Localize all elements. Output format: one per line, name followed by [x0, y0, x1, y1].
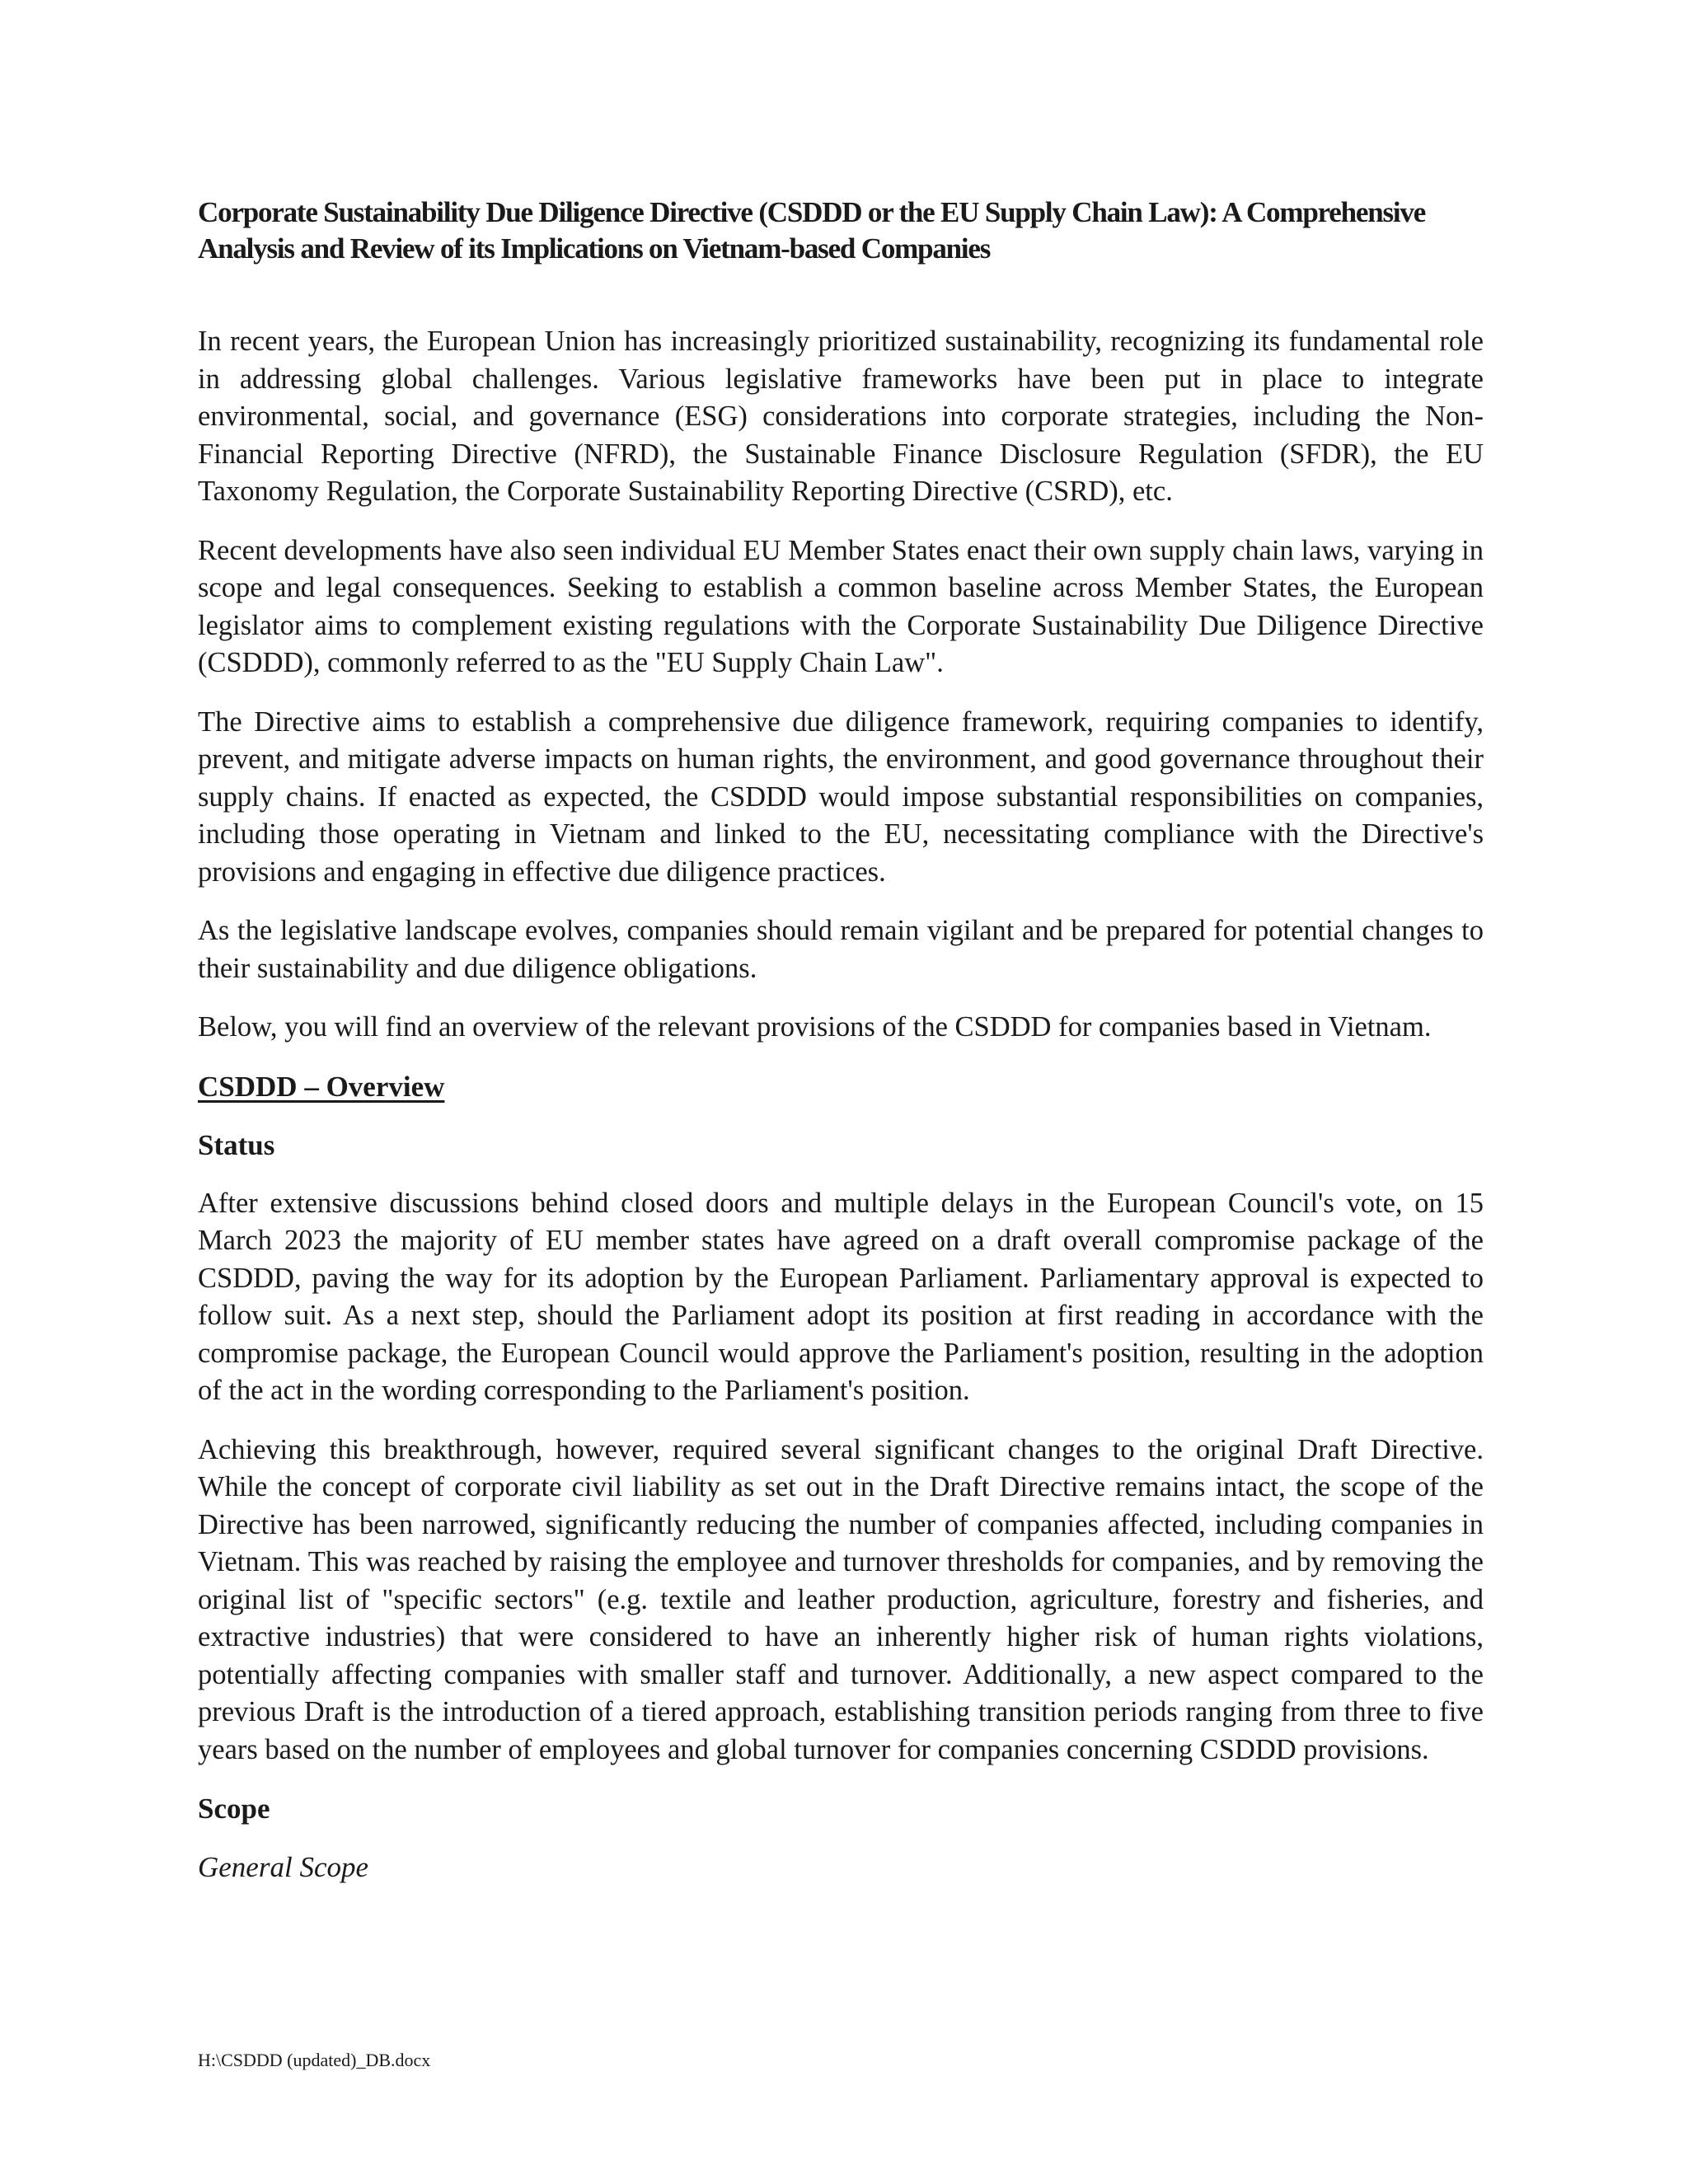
intro-paragraph-1: In recent years, the European Union has increasingly prioritized sustainability, recognizing its fundamental role in addressing global challenges. Various legislative frameworks have been put in place to integrate environmental, social, and governance (ESG) considerations into corporate strategies, including the Non-Financial Reporting Directive (NFRD), the Sustainable Finance Disclosure Regulation (SFDR), the EU Taxonomy Regulation, the Corporate Sustainability Reporting Directive (CSRD), etc.	[198, 326, 1484, 507]
document-body	[198, 194, 1484, 1886]
status-paragraph-1: After extensive discussions behind closed doors and multiple delays in the European Council's vote, on 15 March 2023 the majority of EU member states have agreed on a draft overall compromise package of the CSDDD, paving the way for its adoption by the European Parliament. Parliamentary approval is expected to follow suit. As a next step, should the Parliament adopt its position at first reading in accordance with the compromise package, the European Council would approve the Parliament's position, resulting in the adoption of the act in the wording corresponding to the Parliament's position.	[198, 1187, 1484, 1406]
scope-heading: Scope	[198, 1793, 270, 1825]
page-title: Corporate Sustainability Due Diligence Directive (CSDDD or the EU Supply Chain Law): A Comprehensive Analysis and Review of its Implications on Vietnam-based Companies	[198, 196, 1426, 265]
overview-heading: CSDDD – Overview	[198, 1070, 445, 1103]
intro-paragraph-3: The Directive aims to establish a comprehensive due diligence framework, requiring companies to identify, prevent, and mitigate adverse impacts on human rights, the environment, and good governance throughout their supply chains. If enacted as expected, the CSDDD would impose substantial responsibilities on companies, including those operating in Vietnam and linked to the EU, necessitating compliance with the Directive's provisions and engaging in effective due diligence practices.	[198, 705, 1484, 888]
status-paragraph-2: Achieving this breakthrough, however, required several significant changes to the original Draft Directive. While the concept of corporate civil liability as set out in the Draft Directive remains intact, the scope of the Directive has been narrowed, significantly reducing the number of companies affected, including companies in Vietnam. This was reached by raising the employee and turnover thresholds for companies, and by removing the original list of "specific sectors" (e.g. textile and leather production, agriculture, forestry and fisheries, and extractive industries) that were considered to have an inherently higher risk of human rights violations, potentially affecting companies with smaller staff and turnover. Additionally, a new aspect compared to the previous Draft is the introduction of a tiered approach, establishing transition periods ranging from three to five years based on the number of employees and global turnover for companies concerning CSDDD provisions.	[198, 1433, 1484, 1765]
general-scope-heading: General Scope	[198, 1851, 369, 1883]
intro-paragraph-4: As the legislative landscape evolves, companies should remain vigilant and be prepared for potential changes to their sustainability and due diligence obligations.	[198, 915, 1484, 984]
intro-paragraph-5: Below, you will find an overview of the relevant provisions of the CSDDD for companies based in Vietnam.	[198, 1011, 1432, 1043]
status-heading: Status	[198, 1128, 275, 1161]
intro-paragraph-2: Recent developments have also seen individual EU Member States enact their own supply chain laws, varying in scope and legal consequences. Seeking to establish a common baseline across Member States, the European legislator aims to complement existing regulations with the Corporate Sustainability Due Diligence Directive (CSDDD), commonly referred to as the "EU Supply Chain Law".	[198, 534, 1484, 678]
footer-file-path: H:\CSDDD (updated)_DB.docx	[198, 2050, 431, 2070]
